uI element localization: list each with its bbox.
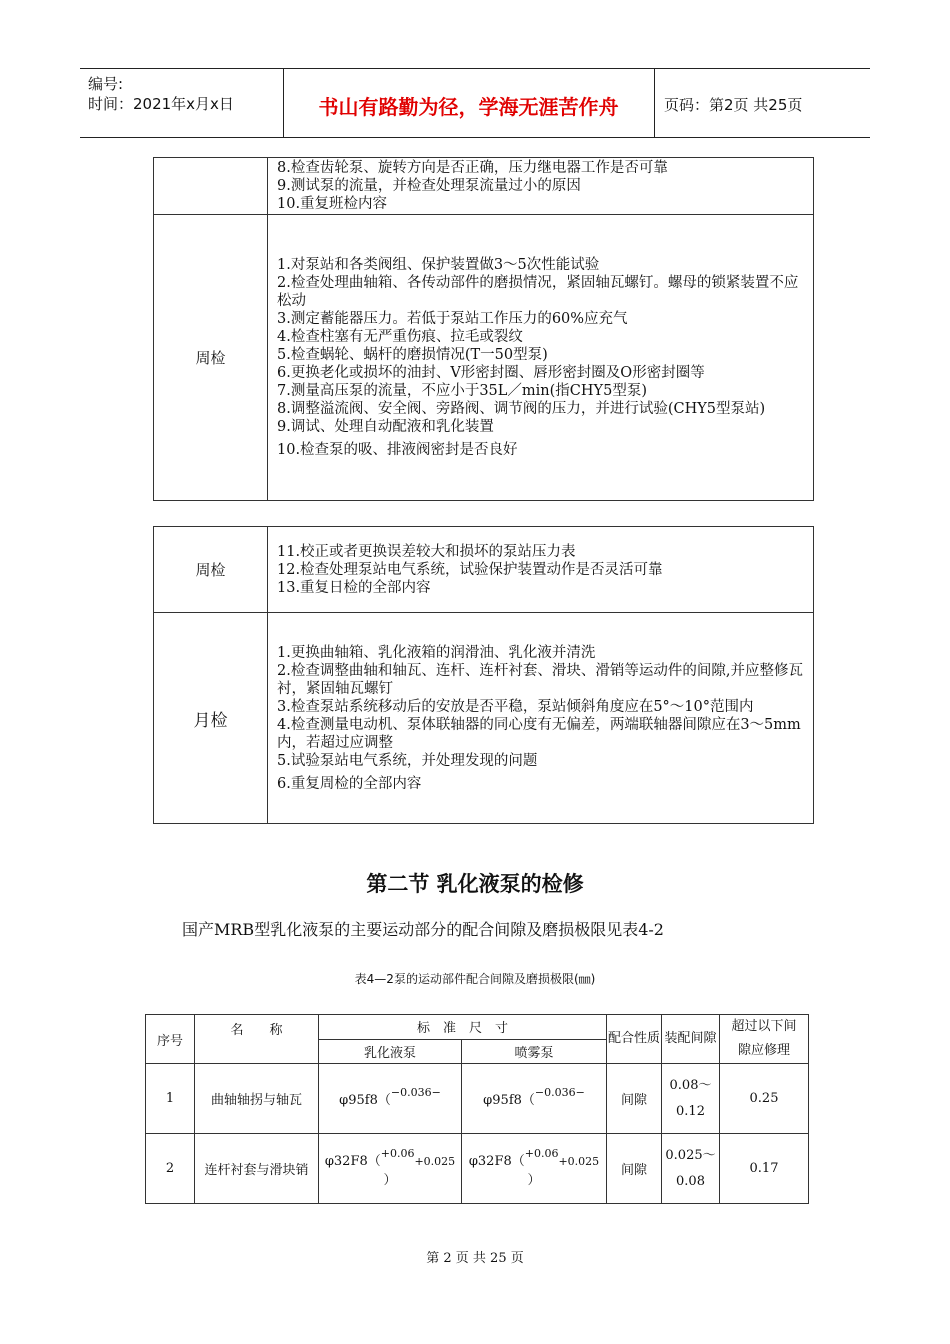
header-emulsion-pump: 乳化液泵 — [319, 1039, 462, 1064]
list-item: 10.检查泵的吸、排液阀密封是否良好 — [277, 442, 518, 458]
header-fit-nature: 配合性质 — [607, 1015, 662, 1064]
maintenance-table-bottom — [153, 526, 814, 824]
header-std-size: 标 准 尺 寸 — [319, 1015, 607, 1040]
header-no: 序号 — [146, 1015, 195, 1064]
table-caption: 表4—2泵的运动部件配合间隙及磨损极限(㎜) — [354, 972, 596, 986]
cell-limit: 0.25 — [720, 1064, 809, 1134]
doc-date-label: 时间：2021年x月x日 — [88, 95, 234, 113]
cell-emulsion-size: φ32F8（$^{+0.06}$+0.025 ） — [319, 1134, 462, 1204]
cell-no: 2 — [146, 1134, 195, 1204]
tolerance: −0.036− — [390, 1086, 441, 1099]
header-spray-pump: 喷雾泵 — [462, 1039, 607, 1064]
list-item: 8.调整溢流阀、安全阀、旁路阀、调节阀的压力，并进行试验(CHY5型泵站) — [277, 401, 766, 417]
cell-emulsion-size: φ95f8（$^{-0.036-}$ — [319, 1064, 462, 1134]
cell-fit: 间隙 — [607, 1064, 662, 1134]
table-row — [146, 1064, 809, 1134]
list-item: 5.试验泵站电气系统，并处理发现的问题 — [277, 752, 538, 769]
list-item: 4.检查测量电动机、泵体联轴器的同心度有无偏差，两端联轴器间隙应在3～5mm内，若超过应调整 — [277, 716, 801, 751]
monthly-check-items — [268, 613, 814, 824]
list-item: 11.校正或者更换误差较大和损坏的泵站压力表 — [277, 543, 576, 560]
list-item: 1.更换曲轴箱、乳化液箱的润滑油、乳化液并清洗 — [277, 644, 596, 661]
intro-paragraph: 国产MRB型乳化液泵的主要运动部分的配合间隙及磨损极限见表4-2 — [182, 920, 664, 939]
weekly-check-items — [268, 215, 814, 501]
weekly-check-label: 周检 — [154, 527, 268, 613]
page-header — [80, 68, 870, 138]
list-item: 3.检查泵站系统移动后的安放是否平稳，泵站倾斜角度应在5°～10°范围内 — [277, 698, 754, 715]
cell-gap: 0.08～0.12 — [662, 1064, 720, 1134]
section-title: 第二节 乳化液泵的检修 — [366, 872, 584, 896]
table-row — [154, 158, 814, 215]
list-item: 13.重复日检的全部内容 — [277, 579, 431, 596]
list-item: 1.对泵站和各类阀组、保护装置做3～5次性能试验 — [277, 257, 600, 273]
list-item: 12.检查处理泵站电气系统，试验保护装置动作是否灵活可靠 — [277, 561, 663, 578]
doc-number-label: 编号: — [88, 75, 124, 93]
table-row — [154, 215, 814, 501]
list-item: 5.检查蜗轮、蜗杆的磨损情况(T一50型泵) — [277, 347, 548, 363]
header-name: 名 称 — [195, 1015, 319, 1064]
tolerance-upper: +0.06 — [524, 1146, 559, 1160]
cell-spray-size: φ95f8（$^{-0.036-}$ — [462, 1064, 607, 1134]
header-meta — [80, 69, 284, 137]
header-assembly-gap: 装配间隙 — [662, 1015, 720, 1064]
table-row — [154, 527, 814, 613]
table-row — [154, 613, 814, 824]
table-header-row — [146, 1015, 809, 1040]
list-item: 9.测试泵的流量，并检查处理泵流量过小的原因 — [277, 178, 581, 194]
header-page-cell — [654, 69, 870, 137]
monthly-check-label: 月检 — [154, 613, 268, 824]
header-motto-cell — [283, 69, 655, 137]
tolerance: −0.036− — [534, 1086, 585, 1099]
list-item: 10.重复班检内容 — [277, 196, 388, 212]
cell-spray-size: φ32F8（$^{+0.06}$+0.025 ） — [462, 1134, 607, 1204]
cell-name: 曲轴轴拐与轴瓦 — [195, 1064, 319, 1134]
clearance-table — [145, 1014, 809, 1204]
cell-limit: 0.17 — [720, 1134, 809, 1204]
list-item: 6.重复周检的全部内容 — [277, 775, 422, 792]
weekly-check-items — [268, 527, 814, 613]
list-item: 4.检查柱塞有无严重伤痕、拉毛或裂纹 — [277, 329, 523, 345]
page-footer: 第 2 页 共 25 页 — [426, 1251, 524, 1266]
tolerance-upper: +0.06 — [380, 1146, 415, 1160]
cell-fit: 间隙 — [607, 1134, 662, 1204]
list-item: 9.调试、处理自动配液和乳化装置 — [277, 419, 494, 435]
table-row — [146, 1134, 809, 1204]
cell-name: 连杆衬套与滑块销 — [195, 1134, 319, 1204]
shift-check-cont-items — [268, 158, 814, 215]
list-item: 3.测定蓄能器压力。若低于泵站工作压力的60%应充气 — [277, 311, 628, 327]
cell-gap: 0.025～0.08 — [662, 1134, 720, 1204]
list-item: 2.检查处理曲轴箱、各传动部件的磨损情况，紧固轴瓦螺钉。螺母的锁紧装置不应松动 — [277, 275, 799, 309]
row-label-empty — [154, 158, 268, 215]
weekly-check-label: 周检 — [154, 215, 268, 501]
list-item: 7.测量高压泵的流量，不应小于35L／min(指CHY5型泵) — [277, 383, 647, 399]
header-page-label: 页码：第2页 共25页 — [664, 96, 803, 114]
header-repair-limit: 超过以下间隙应修理 — [720, 1015, 809, 1064]
tolerance-lower: +0.025 — [558, 1154, 600, 1168]
cell-no: 1 — [146, 1064, 195, 1134]
tolerance-lower: +0.025 — [414, 1154, 456, 1168]
list-item: 8.检查齿轮泵、旋转方向是否正确，压力继电器工作是否可靠 — [277, 160, 668, 176]
header-motto: 书山有路勤为径，学海无涯苦作舟 — [318, 95, 619, 119]
list-item: 6.更换老化或损坏的油封、V形密封圈、唇形密封圈及O形密封圈等 — [277, 365, 705, 381]
list-item: 2.检查调整曲轴和轴瓦、连杆、连杆衬套、滑块、滑销等运动件的间隙,并应整修瓦衬，紧固轴瓦螺钉 — [277, 662, 803, 697]
maintenance-table-top — [153, 157, 814, 501]
